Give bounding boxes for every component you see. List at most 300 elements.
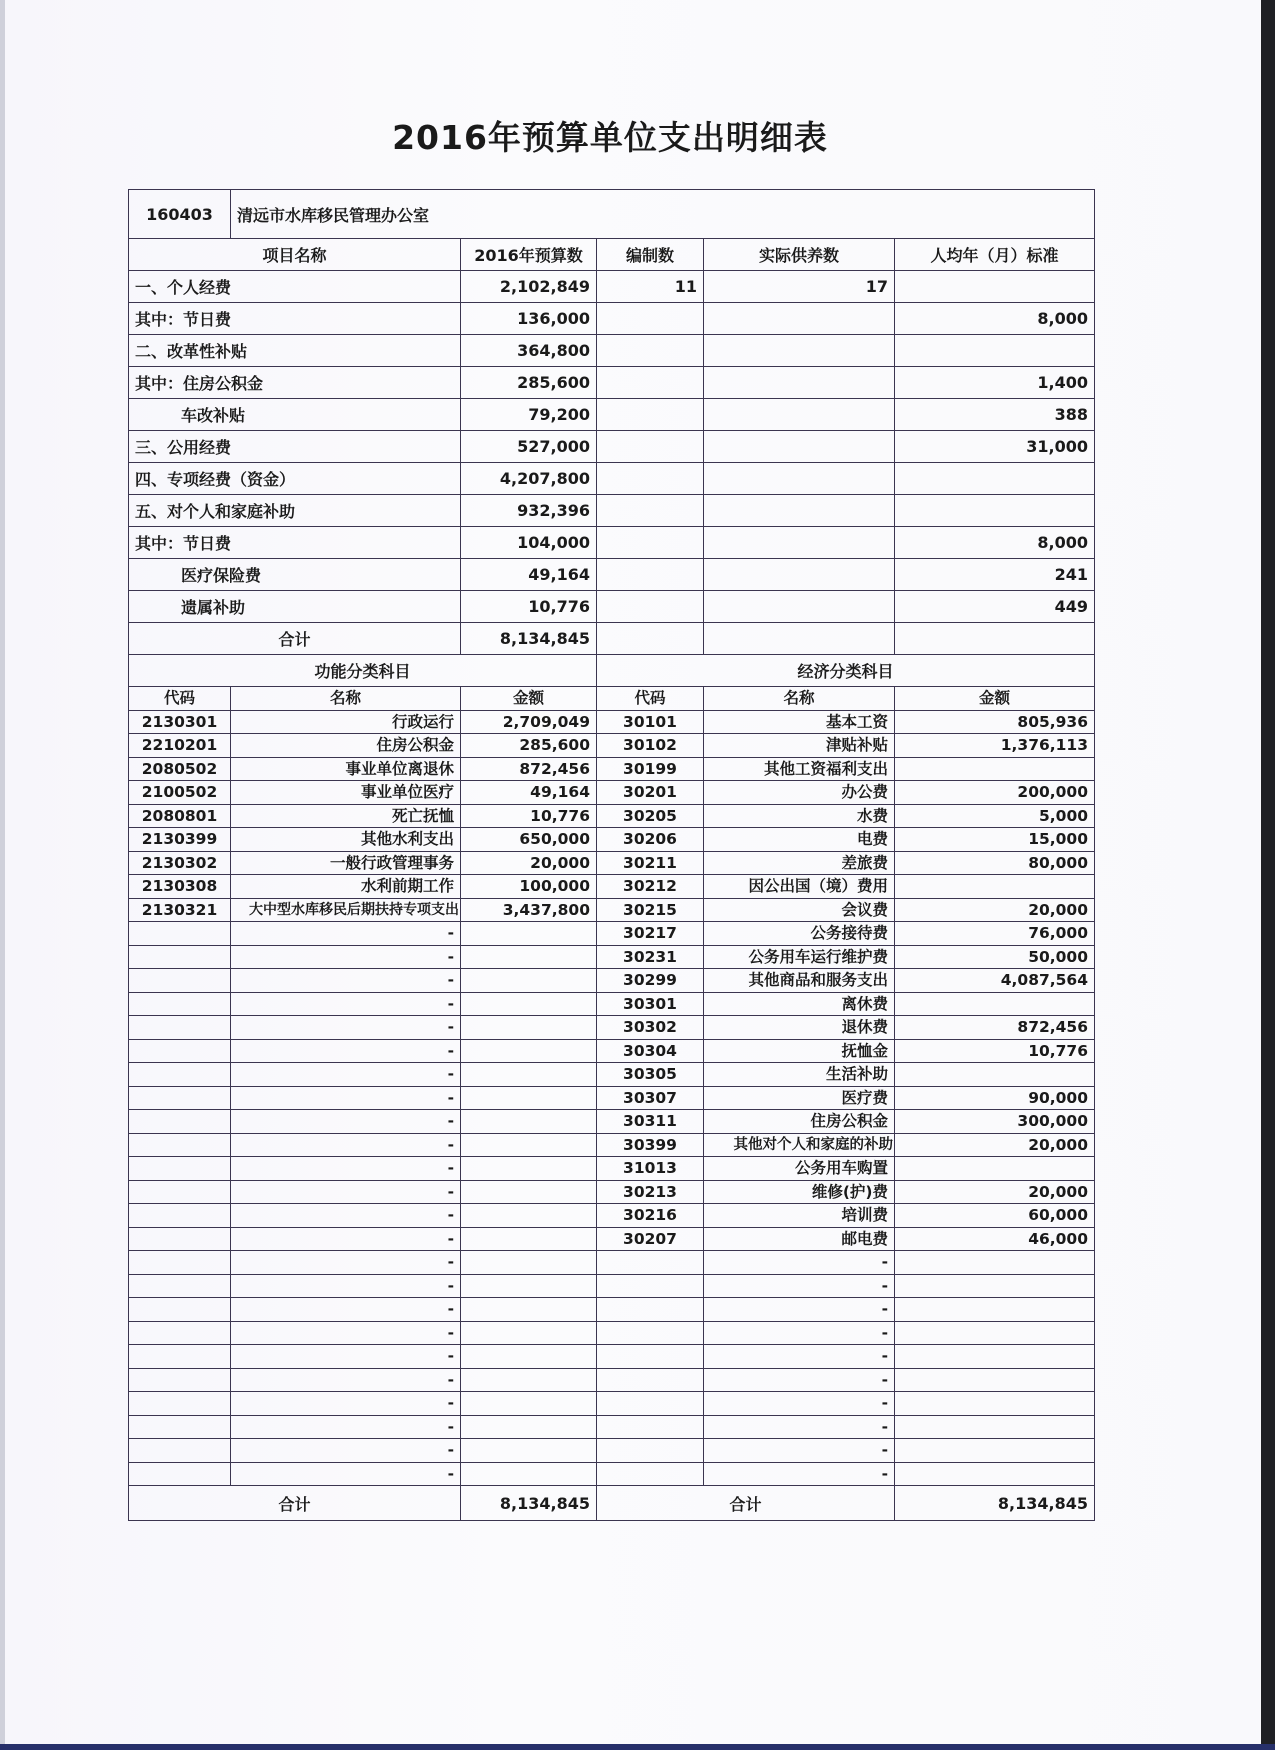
econ-code <box>597 1415 704 1439</box>
econ-name: 公务用车运行维护费 <box>704 945 895 969</box>
func-amount <box>461 1157 597 1181</box>
classification-row <box>129 828 1095 852</box>
classification-row <box>129 1157 1095 1181</box>
econ-code-header: 代码 <box>597 687 704 711</box>
econ-code: 30311 <box>597 1110 704 1134</box>
summary-budget: 932,396 <box>461 495 597 527</box>
func-amount: 100,000 <box>461 875 597 899</box>
econ-name: 医疗费 <box>704 1086 895 1110</box>
header-actual-supported: 实际供养数 <box>704 239 895 271</box>
func-name: - <box>231 1157 461 1181</box>
econ-amount <box>895 757 1095 781</box>
classification-row <box>129 1392 1095 1416</box>
econ-amount <box>895 1439 1095 1463</box>
summary-row <box>129 367 1095 399</box>
summary-budget: 2,102,849 <box>461 271 597 303</box>
func-amount: 20,000 <box>461 851 597 875</box>
func-amount <box>461 1086 597 1110</box>
summary-per-capita-standard: 8,000 <box>895 527 1095 559</box>
economic-classification-title: 经济分类科目 <box>597 655 1095 687</box>
func-code <box>129 1039 231 1063</box>
func-name: 住房公积金 <box>231 734 461 758</box>
classification-row <box>129 1462 1095 1486</box>
summary-header-row <box>129 239 1095 271</box>
econ-code: 30215 <box>597 898 704 922</box>
econ-amount: 872,456 <box>895 1016 1095 1040</box>
scan-left-edge <box>0 0 5 1750</box>
econ-name: - <box>704 1298 895 1322</box>
func-amount <box>461 969 597 993</box>
econ-amount: 46,000 <box>895 1227 1095 1251</box>
classification-row <box>129 1110 1095 1134</box>
econ-amount <box>895 1251 1095 1275</box>
unit-row <box>129 190 1095 239</box>
summary-per-capita-standard: 31,000 <box>895 431 1095 463</box>
econ-name: 因公出国（境）费用 <box>704 875 895 899</box>
func-name: - <box>231 1086 461 1110</box>
classification-row <box>129 781 1095 805</box>
func-name-header: 名称 <box>231 687 461 711</box>
summary-row <box>129 559 1095 591</box>
func-amount <box>461 1439 597 1463</box>
summary-per-capita-standard <box>895 335 1095 367</box>
econ-code <box>597 1439 704 1463</box>
func-name: 行政运行 <box>231 710 461 734</box>
classification-row <box>129 1204 1095 1228</box>
classification-row <box>129 1039 1095 1063</box>
func-name: - <box>231 1063 461 1087</box>
econ-name: 差旅费 <box>704 851 895 875</box>
func-code <box>129 1274 231 1298</box>
func-name: 其他水利支出 <box>231 828 461 852</box>
func-name: - <box>231 1392 461 1416</box>
func-code <box>129 1345 231 1369</box>
func-code <box>129 1227 231 1251</box>
func-amount: 2,709,049 <box>461 710 597 734</box>
econ-code: 30299 <box>597 969 704 993</box>
summary-per-capita-standard <box>895 463 1095 495</box>
func-code <box>129 1298 231 1322</box>
classification-row <box>129 734 1095 758</box>
func-code <box>129 1204 231 1228</box>
summary-budget: 527,000 <box>461 431 597 463</box>
func-total-value: 8,134,845 <box>461 1486 597 1521</box>
summary-staff-quota: 11 <box>597 271 704 303</box>
classification-row <box>129 1368 1095 1392</box>
func-code <box>129 1368 231 1392</box>
func-name: - <box>231 992 461 1016</box>
func-code: 2130321 <box>129 898 231 922</box>
summary-actual-supported <box>704 591 895 623</box>
summary-budget: 49,164 <box>461 559 597 591</box>
summary-actual-supported <box>704 335 895 367</box>
econ-code: 30399 <box>597 1133 704 1157</box>
func-code <box>129 1415 231 1439</box>
functional-classification-title: 功能分类科目 <box>129 655 597 687</box>
func-amount <box>461 1133 597 1157</box>
func-name: 死亡抚恤 <box>231 804 461 828</box>
scan-right-edge <box>1261 0 1275 1750</box>
func-name: - <box>231 1321 461 1345</box>
econ-code: 30304 <box>597 1039 704 1063</box>
func-code-header: 代码 <box>129 687 231 711</box>
econ-amount: 20,000 <box>895 1180 1095 1204</box>
func-amount <box>461 1368 597 1392</box>
func-code: 2130308 <box>129 875 231 899</box>
econ-amount: 20,000 <box>895 898 1095 922</box>
econ-code: 30206 <box>597 828 704 852</box>
summary-row <box>129 591 1095 623</box>
econ-code: 30205 <box>597 804 704 828</box>
classification-row <box>129 1133 1095 1157</box>
budget-table-body <box>129 190 1095 1521</box>
summary-per-capita-standard: 388 <box>895 399 1095 431</box>
econ-name: 办公费 <box>704 781 895 805</box>
econ-name: - <box>704 1345 895 1369</box>
econ-name: 维修(护)费 <box>704 1180 895 1204</box>
func-code <box>129 969 231 993</box>
econ-code: 30305 <box>597 1063 704 1087</box>
econ-code: 30307 <box>597 1086 704 1110</box>
summary-row <box>129 431 1095 463</box>
func-code <box>129 992 231 1016</box>
func-amount <box>461 1110 597 1134</box>
func-name: - <box>231 1368 461 1392</box>
func-amount <box>461 1180 597 1204</box>
func-name: 事业单位医疗 <box>231 781 461 805</box>
econ-name: 基本工资 <box>704 710 895 734</box>
func-amount <box>461 1321 597 1345</box>
summary-item-name: 其中：节日费 <box>129 527 461 559</box>
summary-actual-supported <box>704 559 895 591</box>
func-code <box>129 1016 231 1040</box>
func-name: - <box>231 1133 461 1157</box>
econ-total-label: 合计 <box>597 1486 895 1521</box>
summary-row <box>129 527 1095 559</box>
econ-code <box>597 1368 704 1392</box>
func-name: 大中型水库移民后期扶持专项支出 <box>231 898 461 922</box>
econ-name: 电费 <box>704 828 895 852</box>
summary-actual-supported <box>704 527 895 559</box>
classification-row <box>129 945 1095 969</box>
func-code <box>129 1321 231 1345</box>
page-title: 2016年预算单位支出明细表 <box>392 118 828 157</box>
econ-name: - <box>704 1251 895 1275</box>
summary-per-capita-standard: 449 <box>895 591 1095 623</box>
econ-amount: 10,776 <box>895 1039 1095 1063</box>
classification-row <box>129 969 1095 993</box>
econ-amount: 300,000 <box>895 1110 1095 1134</box>
econ-name: 水费 <box>704 804 895 828</box>
econ-code <box>597 1298 704 1322</box>
func-amount <box>461 1227 597 1251</box>
classification-row <box>129 1086 1095 1110</box>
econ-name-header: 名称 <box>704 687 895 711</box>
scan-bottom-edge <box>0 1744 1275 1750</box>
func-name: - <box>231 1274 461 1298</box>
summary-row <box>129 303 1095 335</box>
unit-name: 清远市水库移民管理办公室 <box>231 190 1095 239</box>
func-name: - <box>231 1439 461 1463</box>
func-name: - <box>231 969 461 993</box>
func-amount <box>461 1274 597 1298</box>
func-name: - <box>231 1016 461 1040</box>
func-amount-header: 金额 <box>461 687 597 711</box>
econ-name: 生活补助 <box>704 1063 895 1087</box>
econ-amount: 76,000 <box>895 922 1095 946</box>
func-name: - <box>231 1110 461 1134</box>
summary-per-capita-standard: 1,400 <box>895 367 1095 399</box>
func-code <box>129 945 231 969</box>
classification-row <box>129 757 1095 781</box>
classification-row <box>129 1274 1095 1298</box>
summary-per-capita-standard <box>895 495 1095 527</box>
func-name: - <box>231 1204 461 1228</box>
summary-total-row <box>129 623 1095 655</box>
summary-item-name: 其中：住房公积金 <box>129 367 461 399</box>
econ-name: 退休费 <box>704 1016 895 1040</box>
func-name: - <box>231 1227 461 1251</box>
econ-code: 30212 <box>597 875 704 899</box>
summary-total-empty <box>704 623 895 655</box>
classification-row <box>129 1415 1095 1439</box>
func-code: 2080801 <box>129 804 231 828</box>
econ-code: 30213 <box>597 1180 704 1204</box>
func-name: - <box>231 945 461 969</box>
econ-amount: 805,936 <box>895 710 1095 734</box>
summary-item-name: 五、对个人和家庭补助 <box>129 495 461 527</box>
summary-item-name: 医疗保险费 <box>129 559 461 591</box>
summary-row <box>129 271 1095 303</box>
econ-amount <box>895 1274 1095 1298</box>
summary-staff-quota <box>597 495 704 527</box>
econ-code: 30207 <box>597 1227 704 1251</box>
func-name: 一般行政管理事务 <box>231 851 461 875</box>
econ-code: 31013 <box>597 1157 704 1181</box>
budget-table <box>128 189 1095 1521</box>
econ-name: 培训费 <box>704 1204 895 1228</box>
econ-amount: 15,000 <box>895 828 1095 852</box>
classification-total-row <box>129 1486 1095 1521</box>
classification-row <box>129 992 1095 1016</box>
econ-code <box>597 1462 704 1486</box>
summary-row <box>129 463 1095 495</box>
classification-row <box>129 851 1095 875</box>
summary-staff-quota <box>597 335 704 367</box>
func-name: 水利前期工作 <box>231 875 461 899</box>
econ-amount: 5,000 <box>895 804 1095 828</box>
summary-actual-supported: 17 <box>704 271 895 303</box>
func-amount <box>461 1415 597 1439</box>
summary-row <box>129 335 1095 367</box>
func-name: - <box>231 1345 461 1369</box>
func-amount <box>461 1016 597 1040</box>
classification-title-row <box>129 655 1095 687</box>
func-name: - <box>231 1180 461 1204</box>
func-code <box>129 1063 231 1087</box>
classification-row <box>129 922 1095 946</box>
econ-code <box>597 1321 704 1345</box>
func-amount <box>461 1298 597 1322</box>
func-amount: 3,437,800 <box>461 898 597 922</box>
econ-code: 30211 <box>597 851 704 875</box>
func-name: 事业单位离退休 <box>231 757 461 781</box>
summary-total-empty <box>597 623 704 655</box>
func-code <box>129 1110 231 1134</box>
econ-code <box>597 1251 704 1275</box>
econ-amount: 60,000 <box>895 1204 1095 1228</box>
summary-staff-quota <box>597 399 704 431</box>
summary-actual-supported <box>704 399 895 431</box>
summary-budget: 364,800 <box>461 335 597 367</box>
func-code: 2130301 <box>129 710 231 734</box>
func-amount <box>461 1039 597 1063</box>
func-amount <box>461 992 597 1016</box>
func-name: - <box>231 1462 461 1486</box>
econ-code <box>597 1274 704 1298</box>
econ-code: 30216 <box>597 1204 704 1228</box>
header-item-name: 项目名称 <box>129 239 461 271</box>
summary-staff-quota <box>597 463 704 495</box>
func-amount <box>461 1462 597 1486</box>
summary-item-name: 四、专项经费（资金） <box>129 463 461 495</box>
econ-code <box>597 1392 704 1416</box>
econ-amount <box>895 1345 1095 1369</box>
econ-name: 公务接待费 <box>704 922 895 946</box>
summary-item-name: 三、公用经费 <box>129 431 461 463</box>
summary-per-capita-standard <box>895 271 1095 303</box>
func-amount: 872,456 <box>461 757 597 781</box>
classification-row <box>129 1180 1095 1204</box>
econ-name: 离休费 <box>704 992 895 1016</box>
func-code <box>129 1462 231 1486</box>
econ-code: 30199 <box>597 757 704 781</box>
classification-row <box>129 1321 1095 1345</box>
econ-amount: 80,000 <box>895 851 1095 875</box>
summary-budget: 285,600 <box>461 367 597 399</box>
econ-amount-header: 金额 <box>895 687 1095 711</box>
classification-row <box>129 1439 1095 1463</box>
summary-budget: 4,207,800 <box>461 463 597 495</box>
summary-actual-supported <box>704 431 895 463</box>
func-amount <box>461 1251 597 1275</box>
econ-code: 30101 <box>597 710 704 734</box>
econ-code: 30201 <box>597 781 704 805</box>
econ-name: - <box>704 1368 895 1392</box>
header-staff-quota: 编制数 <box>597 239 704 271</box>
summary-staff-quota <box>597 367 704 399</box>
func-amount <box>461 1063 597 1087</box>
func-code <box>129 1157 231 1181</box>
summary-total-empty <box>895 623 1095 655</box>
econ-code: 30302 <box>597 1016 704 1040</box>
summary-per-capita-standard: 241 <box>895 559 1095 591</box>
econ-name: 其他对个人和家庭的补助 <box>704 1133 895 1157</box>
classification-row <box>129 1345 1095 1369</box>
econ-code <box>597 1345 704 1369</box>
func-code: 2130302 <box>129 851 231 875</box>
classification-row <box>129 898 1095 922</box>
header-per-capita-standard: 人均年（月）标准 <box>895 239 1095 271</box>
econ-name: 公务用车购置 <box>704 1157 895 1181</box>
func-amount: 49,164 <box>461 781 597 805</box>
func-code: 2210201 <box>129 734 231 758</box>
econ-name: - <box>704 1439 895 1463</box>
econ-amount: 1,376,113 <box>895 734 1095 758</box>
func-amount: 10,776 <box>461 804 597 828</box>
func-name: - <box>231 922 461 946</box>
econ-amount <box>895 875 1095 899</box>
summary-actual-supported <box>704 463 895 495</box>
func-amount <box>461 945 597 969</box>
func-code: 2100502 <box>129 781 231 805</box>
func-code <box>129 1180 231 1204</box>
func-code: 2130399 <box>129 828 231 852</box>
func-name: - <box>231 1039 461 1063</box>
summary-staff-quota <box>597 431 704 463</box>
econ-code: 30102 <box>597 734 704 758</box>
func-total-label: 合计 <box>129 1486 461 1521</box>
func-amount <box>461 922 597 946</box>
func-amount <box>461 1392 597 1416</box>
func-code <box>129 922 231 946</box>
econ-name: 其他工资福利支出 <box>704 757 895 781</box>
econ-name: - <box>704 1415 895 1439</box>
econ-name: 邮电费 <box>704 1227 895 1251</box>
summary-budget: 104,000 <box>461 527 597 559</box>
econ-amount <box>895 1368 1095 1392</box>
func-name: - <box>231 1298 461 1322</box>
summary-item-name: 二、改革性补贴 <box>129 335 461 367</box>
func-name: - <box>231 1251 461 1275</box>
unit-code: 160403 <box>129 190 231 239</box>
econ-amount <box>895 1157 1095 1181</box>
classification-row <box>129 1227 1095 1251</box>
summary-budget: 10,776 <box>461 591 597 623</box>
econ-code: 30301 <box>597 992 704 1016</box>
summary-staff-quota <box>597 527 704 559</box>
econ-amount <box>895 992 1095 1016</box>
econ-name: 其他商品和服务支出 <box>704 969 895 993</box>
summary-actual-supported <box>704 303 895 335</box>
summary-row <box>129 399 1095 431</box>
func-code: 2080502 <box>129 757 231 781</box>
func-code <box>129 1133 231 1157</box>
func-code <box>129 1251 231 1275</box>
classification-row <box>129 1016 1095 1040</box>
func-code <box>129 1086 231 1110</box>
summary-item-name: 其中：节日费 <box>129 303 461 335</box>
summary-staff-quota <box>597 591 704 623</box>
func-code <box>129 1439 231 1463</box>
econ-name: 住房公积金 <box>704 1110 895 1134</box>
header-budget: 2016年预算数 <box>461 239 597 271</box>
econ-code: 30217 <box>597 922 704 946</box>
econ-amount: 4,087,564 <box>895 969 1095 993</box>
econ-name: 津贴补贴 <box>704 734 895 758</box>
summary-staff-quota <box>597 303 704 335</box>
econ-code: 30231 <box>597 945 704 969</box>
func-amount <box>461 1345 597 1369</box>
econ-amount: 200,000 <box>895 781 1095 805</box>
econ-name: - <box>704 1392 895 1416</box>
func-amount: 285,600 <box>461 734 597 758</box>
econ-amount <box>895 1298 1095 1322</box>
econ-amount <box>895 1392 1095 1416</box>
classification-row <box>129 875 1095 899</box>
summary-budget: 79,200 <box>461 399 597 431</box>
summary-item-name: 遗属补助 <box>129 591 461 623</box>
